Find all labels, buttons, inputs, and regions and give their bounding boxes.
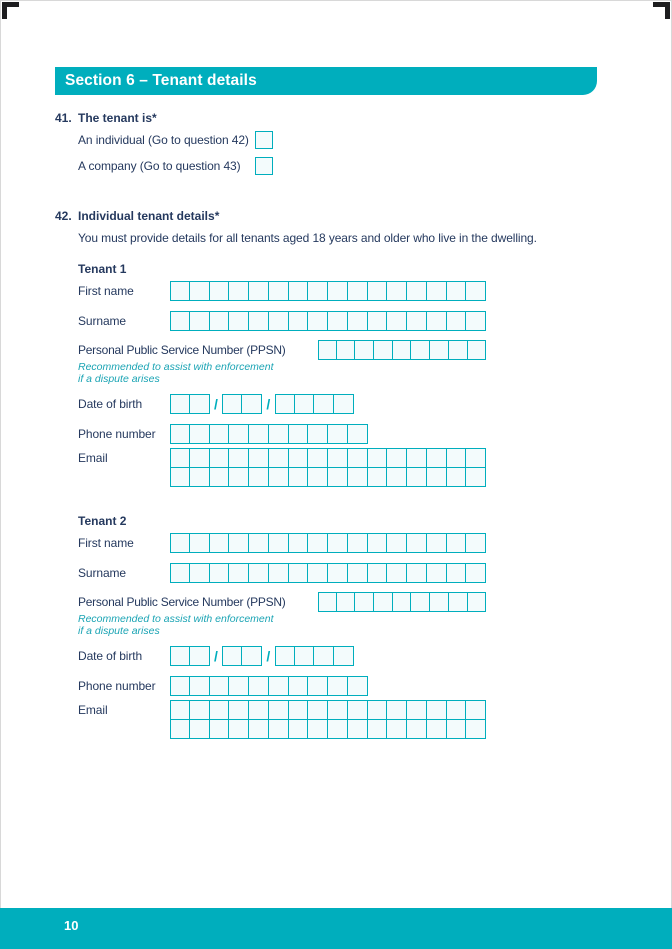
field-row-phone bbox=[78, 424, 368, 444]
char-box[interactable] bbox=[468, 340, 487, 360]
tenant-1-block bbox=[78, 262, 608, 488]
char-box[interactable] bbox=[427, 448, 447, 468]
field-row-first-name bbox=[78, 533, 486, 553]
ppsn-label: Personal Public Service Number (PPSN) bbox=[78, 343, 286, 357]
char-box[interactable] bbox=[468, 592, 487, 612]
char-box-row bbox=[170, 719, 486, 739]
section-title: Section 6 – Tenant details bbox=[65, 72, 257, 89]
char-box[interactable] bbox=[170, 646, 190, 666]
char-box[interactable] bbox=[427, 467, 447, 487]
char-box[interactable] bbox=[387, 700, 407, 720]
char-box[interactable] bbox=[249, 533, 269, 553]
char-box[interactable] bbox=[407, 448, 427, 468]
char-box[interactable] bbox=[368, 448, 388, 468]
question-42-number: 42. bbox=[55, 209, 72, 223]
char-box[interactable] bbox=[249, 311, 269, 331]
char-box[interactable] bbox=[222, 646, 242, 666]
char-box[interactable] bbox=[466, 311, 486, 331]
char-box[interactable] bbox=[449, 340, 468, 360]
char-box-row bbox=[222, 646, 262, 666]
char-box[interactable] bbox=[249, 719, 269, 739]
char-box[interactable] bbox=[190, 424, 210, 444]
char-box[interactable] bbox=[368, 281, 388, 301]
char-box[interactable] bbox=[337, 340, 356, 360]
char-box[interactable] bbox=[447, 281, 467, 301]
ppsn-note bbox=[78, 613, 274, 637]
char-box[interactable] bbox=[407, 281, 427, 301]
char-box[interactable] bbox=[337, 592, 356, 612]
question-42 bbox=[55, 209, 597, 249]
char-box[interactable] bbox=[289, 467, 309, 487]
phone-boxes[interactable] bbox=[170, 676, 368, 696]
char-box[interactable] bbox=[229, 467, 249, 487]
char-box[interactable] bbox=[190, 676, 210, 696]
char-box[interactable] bbox=[308, 676, 328, 696]
char-box[interactable] bbox=[170, 448, 190, 468]
char-box[interactable] bbox=[387, 719, 407, 739]
field-row-email bbox=[78, 448, 486, 487]
surname-boxes[interactable] bbox=[170, 311, 486, 331]
char-box[interactable] bbox=[170, 394, 190, 414]
char-box-row bbox=[170, 448, 486, 468]
char-box[interactable] bbox=[210, 676, 230, 696]
char-box[interactable] bbox=[210, 700, 230, 720]
field-row-phone bbox=[78, 676, 368, 696]
field-row-date-of-birth bbox=[78, 646, 354, 666]
char-box[interactable] bbox=[427, 563, 447, 583]
char-box[interactable] bbox=[328, 700, 348, 720]
char-box[interactable] bbox=[190, 700, 210, 720]
char-box[interactable] bbox=[334, 394, 354, 414]
char-box[interactable] bbox=[368, 533, 388, 553]
char-box[interactable] bbox=[190, 563, 210, 583]
char-box[interactable] bbox=[210, 424, 230, 444]
char-box[interactable] bbox=[430, 340, 449, 360]
char-box[interactable] bbox=[222, 394, 242, 414]
char-box[interactable] bbox=[387, 533, 407, 553]
char-box[interactable] bbox=[466, 700, 486, 720]
char-box[interactable] bbox=[269, 281, 289, 301]
char-box[interactable] bbox=[407, 467, 427, 487]
ppsn-note-line-2: if a dispute arises bbox=[78, 373, 160, 385]
char-box[interactable] bbox=[170, 281, 190, 301]
char-box[interactable] bbox=[229, 563, 249, 583]
char-box[interactable] bbox=[269, 719, 289, 739]
char-box[interactable] bbox=[308, 424, 328, 444]
char-box[interactable] bbox=[289, 281, 309, 301]
surname-boxes[interactable] bbox=[170, 563, 486, 583]
char-box[interactable] bbox=[289, 563, 309, 583]
char-box[interactable] bbox=[387, 448, 407, 468]
field-row-email bbox=[78, 700, 486, 739]
char-box[interactable] bbox=[249, 424, 269, 444]
char-box[interactable] bbox=[348, 676, 368, 696]
date-of-birth-label: Date of birth bbox=[78, 649, 143, 663]
char-box-row bbox=[170, 281, 486, 301]
phone-boxes[interactable] bbox=[170, 424, 368, 444]
char-box[interactable] bbox=[328, 281, 348, 301]
question-41-number: 41. bbox=[55, 111, 72, 125]
char-box[interactable] bbox=[210, 281, 230, 301]
char-box[interactable] bbox=[170, 719, 190, 739]
char-box[interactable] bbox=[318, 592, 337, 612]
field-row-ppsn bbox=[78, 340, 486, 360]
char-box[interactable] bbox=[411, 340, 430, 360]
char-box[interactable] bbox=[295, 394, 315, 414]
char-box[interactable] bbox=[308, 448, 328, 468]
char-box-row bbox=[170, 533, 486, 553]
char-box[interactable] bbox=[368, 719, 388, 739]
tenant-2-block bbox=[78, 514, 608, 740]
char-box[interactable] bbox=[348, 533, 368, 553]
char-box[interactable] bbox=[210, 563, 230, 583]
date-of-birth-boxes[interactable] bbox=[170, 394, 354, 414]
char-box-row bbox=[170, 467, 486, 487]
char-box[interactable] bbox=[368, 467, 388, 487]
char-box[interactable] bbox=[407, 719, 427, 739]
char-box[interactable] bbox=[249, 281, 269, 301]
ppsn-note bbox=[78, 361, 274, 385]
char-box[interactable] bbox=[308, 533, 328, 553]
char-box-row bbox=[318, 340, 486, 360]
char-box[interactable] bbox=[210, 533, 230, 553]
char-box[interactable] bbox=[210, 467, 230, 487]
char-box[interactable] bbox=[190, 448, 210, 468]
char-box[interactable] bbox=[447, 700, 467, 720]
char-box[interactable] bbox=[348, 424, 368, 444]
field-row-surname bbox=[78, 563, 486, 583]
first-name-label: First name bbox=[78, 284, 134, 298]
char-box[interactable] bbox=[407, 533, 427, 553]
section-header-bar bbox=[55, 67, 597, 95]
char-box[interactable] bbox=[348, 563, 368, 583]
char-box[interactable] bbox=[249, 467, 269, 487]
char-box[interactable] bbox=[348, 467, 368, 487]
char-box-row bbox=[170, 646, 210, 666]
char-box[interactable] bbox=[447, 311, 467, 331]
crop-mark-top-left bbox=[2, 2, 19, 19]
char-box[interactable] bbox=[447, 448, 467, 468]
char-box[interactable] bbox=[328, 719, 348, 739]
char-box[interactable] bbox=[328, 563, 348, 583]
date-separator: / bbox=[266, 648, 271, 664]
char-box[interactable] bbox=[334, 646, 354, 666]
field-row-ppsn bbox=[78, 592, 486, 612]
char-box[interactable] bbox=[229, 533, 249, 553]
field-row-surname bbox=[78, 311, 486, 331]
char-box[interactable] bbox=[242, 394, 262, 414]
ppsn-boxes[interactable] bbox=[318, 592, 486, 612]
char-box[interactable] bbox=[170, 563, 190, 583]
footer-bar bbox=[0, 908, 672, 949]
char-box[interactable] bbox=[289, 533, 309, 553]
char-box[interactable] bbox=[447, 467, 467, 487]
char-box[interactable] bbox=[466, 467, 486, 487]
char-box[interactable] bbox=[275, 646, 295, 666]
char-box[interactable] bbox=[328, 311, 348, 331]
question-41-title: The tenant is* bbox=[78, 111, 157, 125]
date-separator: / bbox=[214, 648, 218, 664]
char-box[interactable] bbox=[289, 424, 309, 444]
char-box[interactable] bbox=[328, 424, 348, 444]
email-label: Email bbox=[78, 703, 108, 717]
question-42-instruction: You must provide details for all tenants aged 18 years and older who live in the dwelling. bbox=[78, 231, 537, 245]
email-label: Email bbox=[78, 451, 108, 465]
date-of-birth-label: Date of birth bbox=[78, 397, 143, 411]
char-box[interactable] bbox=[314, 646, 334, 666]
char-box[interactable] bbox=[190, 467, 210, 487]
char-box[interactable] bbox=[229, 719, 249, 739]
char-box[interactable] bbox=[407, 563, 427, 583]
ppsn-boxes[interactable] bbox=[318, 340, 486, 360]
char-box[interactable] bbox=[387, 467, 407, 487]
surname-label: Surname bbox=[78, 314, 126, 328]
char-box[interactable] bbox=[387, 311, 407, 331]
date-separator: / bbox=[214, 396, 218, 412]
char-box[interactable] bbox=[393, 340, 412, 360]
first-name-boxes[interactable] bbox=[170, 533, 486, 553]
phone-label: Phone number bbox=[78, 427, 156, 441]
char-box[interactable] bbox=[269, 700, 289, 720]
char-box[interactable] bbox=[275, 394, 295, 414]
char-box[interactable] bbox=[210, 448, 230, 468]
char-box[interactable] bbox=[269, 676, 289, 696]
char-box[interactable] bbox=[210, 311, 230, 331]
crop-mark-top-right bbox=[653, 2, 670, 19]
ppsn-note-line-1: Recommended to assist with enforcement bbox=[78, 613, 274, 625]
char-box[interactable] bbox=[190, 311, 210, 331]
phone-label: Phone number bbox=[78, 679, 156, 693]
char-box[interactable] bbox=[328, 676, 348, 696]
char-box[interactable] bbox=[308, 281, 328, 301]
checkbox-company[interactable] bbox=[255, 157, 273, 175]
char-box[interactable] bbox=[368, 700, 388, 720]
char-box[interactable] bbox=[170, 311, 190, 331]
option-individual-label: An individual (Go to question 42) bbox=[78, 133, 249, 147]
char-box[interactable] bbox=[355, 592, 374, 612]
char-box[interactable] bbox=[348, 719, 368, 739]
option-company-label: A company (Go to question 43) bbox=[78, 159, 241, 173]
char-box[interactable] bbox=[348, 281, 368, 301]
char-box[interactable] bbox=[269, 448, 289, 468]
char-box[interactable] bbox=[348, 311, 368, 331]
date-separator: / bbox=[266, 396, 271, 412]
char-box-row bbox=[275, 646, 354, 666]
char-box[interactable] bbox=[210, 719, 230, 739]
char-box[interactable] bbox=[407, 700, 427, 720]
char-box[interactable] bbox=[466, 719, 486, 739]
char-box[interactable] bbox=[449, 592, 468, 612]
char-box[interactable] bbox=[308, 719, 328, 739]
char-box[interactable] bbox=[368, 311, 388, 331]
char-box[interactable] bbox=[289, 700, 309, 720]
char-box[interactable] bbox=[242, 646, 262, 666]
char-box[interactable] bbox=[190, 281, 210, 301]
char-box[interactable] bbox=[295, 646, 315, 666]
char-box[interactable] bbox=[308, 467, 328, 487]
char-box-row bbox=[170, 311, 486, 331]
char-box[interactable] bbox=[447, 719, 467, 739]
char-box[interactable] bbox=[427, 700, 447, 720]
char-box[interactable] bbox=[387, 563, 407, 583]
char-box[interactable] bbox=[328, 533, 348, 553]
char-box[interactable] bbox=[269, 311, 289, 331]
question-42-title: Individual tenant details* bbox=[78, 209, 220, 223]
char-box-row bbox=[170, 676, 368, 696]
char-box[interactable] bbox=[249, 448, 269, 468]
char-box[interactable] bbox=[269, 424, 289, 444]
char-box[interactable] bbox=[314, 394, 334, 414]
email-boxes[interactable] bbox=[170, 448, 486, 487]
char-box[interactable] bbox=[170, 676, 190, 696]
char-box[interactable] bbox=[355, 340, 374, 360]
char-box[interactable] bbox=[374, 340, 393, 360]
char-box-row bbox=[275, 394, 354, 414]
char-box[interactable] bbox=[249, 676, 269, 696]
date-of-birth-boxes[interactable] bbox=[170, 646, 354, 666]
char-box[interactable] bbox=[190, 646, 210, 666]
char-box[interactable] bbox=[229, 424, 249, 444]
char-box[interactable] bbox=[229, 700, 249, 720]
first-name-label: First name bbox=[78, 536, 134, 550]
char-box[interactable] bbox=[308, 563, 328, 583]
char-box[interactable] bbox=[269, 467, 289, 487]
char-box[interactable] bbox=[466, 448, 486, 468]
char-box[interactable] bbox=[393, 592, 412, 612]
char-box-row bbox=[170, 563, 486, 583]
char-box[interactable] bbox=[368, 563, 388, 583]
char-box[interactable] bbox=[427, 719, 447, 739]
char-box[interactable] bbox=[229, 676, 249, 696]
char-box[interactable] bbox=[190, 719, 210, 739]
field-row-first-name bbox=[78, 281, 486, 301]
email-boxes[interactable] bbox=[170, 700, 486, 739]
char-box[interactable] bbox=[427, 311, 447, 331]
ppsn-note-line-1: Recommended to assist with enforcement bbox=[78, 361, 274, 373]
ppsn-note-line-2: if a dispute arises bbox=[78, 625, 160, 637]
char-box[interactable] bbox=[427, 281, 447, 301]
question-41 bbox=[55, 111, 475, 181]
char-box[interactable] bbox=[289, 719, 309, 739]
char-box[interactable] bbox=[190, 394, 210, 414]
char-box[interactable] bbox=[269, 563, 289, 583]
char-box[interactable] bbox=[466, 281, 486, 301]
char-box-row bbox=[170, 700, 486, 720]
char-box[interactable] bbox=[229, 281, 249, 301]
page-number: 10 bbox=[64, 918, 79, 933]
char-box[interactable] bbox=[387, 281, 407, 301]
char-box[interactable] bbox=[289, 448, 309, 468]
char-box[interactable] bbox=[249, 563, 269, 583]
char-box[interactable] bbox=[190, 533, 210, 553]
char-box[interactable] bbox=[170, 424, 190, 444]
char-box[interactable] bbox=[374, 592, 393, 612]
char-box[interactable] bbox=[466, 533, 486, 553]
char-box[interactable] bbox=[328, 448, 348, 468]
char-box[interactable] bbox=[447, 563, 467, 583]
checkbox-individual[interactable] bbox=[255, 131, 273, 149]
char-box[interactable] bbox=[269, 533, 289, 553]
char-box[interactable] bbox=[229, 448, 249, 468]
char-box[interactable] bbox=[170, 700, 190, 720]
surname-label: Surname bbox=[78, 566, 126, 580]
char-box-row bbox=[222, 394, 262, 414]
char-box-row bbox=[170, 424, 368, 444]
char-box[interactable] bbox=[328, 467, 348, 487]
char-box[interactable] bbox=[318, 340, 337, 360]
field-row-date-of-birth bbox=[78, 394, 354, 414]
char-box[interactable] bbox=[170, 467, 190, 487]
char-box[interactable] bbox=[289, 676, 309, 696]
char-box[interactable] bbox=[308, 311, 328, 331]
char-box[interactable] bbox=[348, 700, 368, 720]
char-box[interactable] bbox=[427, 533, 447, 553]
char-box[interactable] bbox=[308, 700, 328, 720]
char-box[interactable] bbox=[249, 700, 269, 720]
char-box[interactable] bbox=[430, 592, 449, 612]
char-box[interactable] bbox=[466, 563, 486, 583]
char-box[interactable] bbox=[447, 533, 467, 553]
char-box[interactable] bbox=[411, 592, 430, 612]
char-box[interactable] bbox=[170, 533, 190, 553]
char-box-row bbox=[170, 394, 210, 414]
tenant-1-heading: Tenant 1 bbox=[78, 262, 127, 276]
char-box[interactable] bbox=[289, 311, 309, 331]
char-box[interactable] bbox=[407, 311, 427, 331]
tenant-2-heading: Tenant 2 bbox=[78, 514, 127, 528]
char-box[interactable] bbox=[348, 448, 368, 468]
char-box-row bbox=[318, 592, 486, 612]
char-box[interactable] bbox=[229, 311, 249, 331]
first-name-boxes[interactable] bbox=[170, 281, 486, 301]
ppsn-label: Personal Public Service Number (PPSN) bbox=[78, 595, 286, 609]
